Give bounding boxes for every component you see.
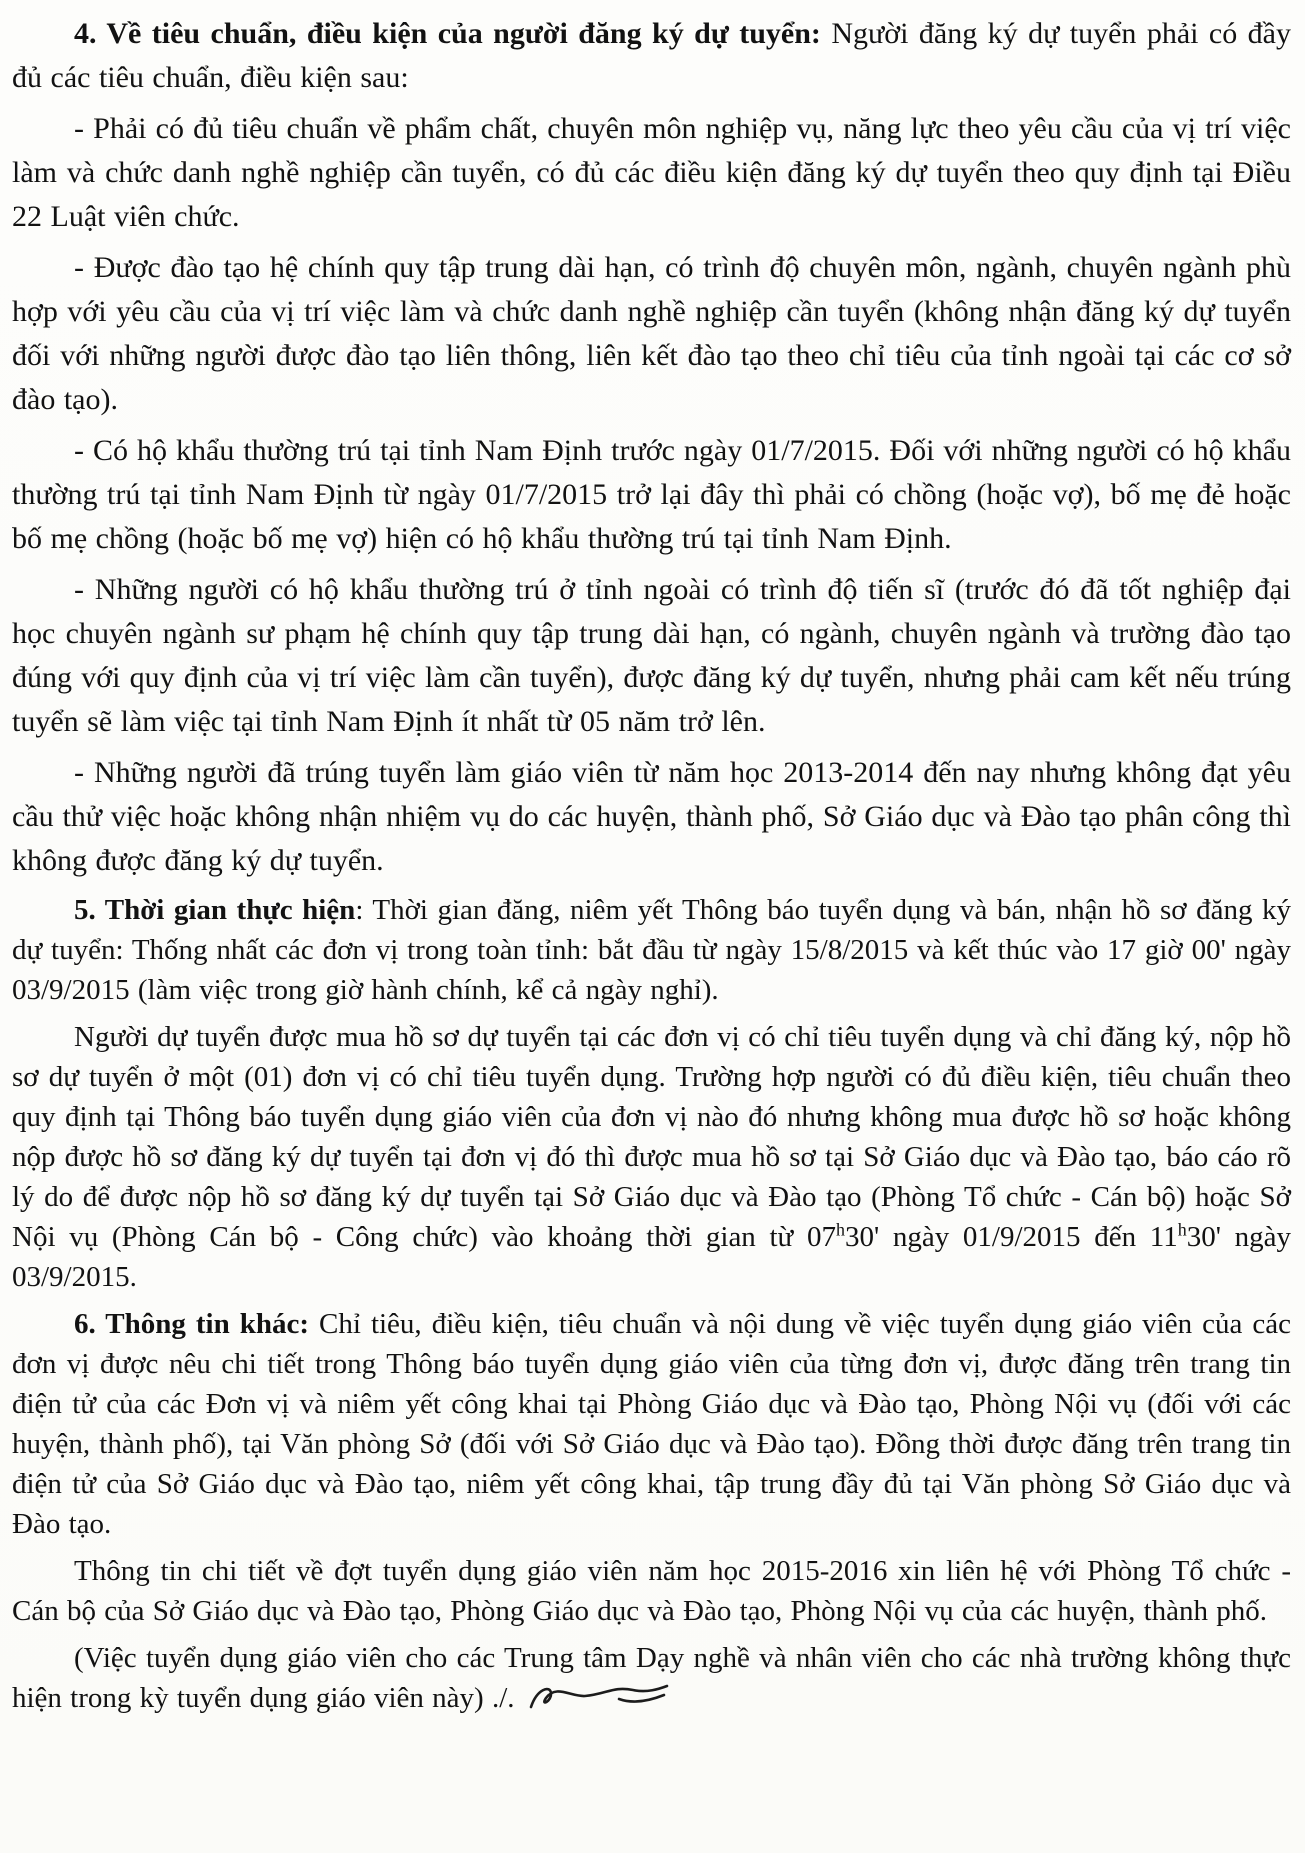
- bullet-doctorate-text: - Những người có hộ khẩu thường trú ở tỉnh ngoài có trình độ tiến sĩ (trước đó đã tốt nghiệp đại học chuyên ngành sư phạm hệ chính quy tập trung dài hạn, có ngành, chuyên ngành và trường đào tạo đúng với quy định của vị trí việc làm cần tuyển), được đăng ký dự tuyển, nhưng phải cam kết nếu trúng tuyển sẽ làm việc tại tỉnh Nam Định ít nhất từ 05 năm trở lên.: [12, 573, 1291, 738]
- section-5-details-text-3: 30' ngày 03/9/2015.: [12, 1221, 1291, 1293]
- signature-scribble: [523, 1677, 673, 1717]
- hour-superscript-1: h: [835, 1219, 845, 1240]
- final-note-text: (Việc tuyển dụng giáo viên cho các Trung tâm Dạy nghề và nhân viên cho các nhà trường không thực hiện trong kỳ tuyển dụng giáo viên này) ./.: [12, 1642, 1291, 1714]
- paragraph-bullet-residence: [12, 429, 1291, 561]
- paragraph-section-5: [12, 890, 1291, 1010]
- section-5-title: 5. Thời gian thực hiện: [74, 894, 356, 926]
- paragraph-section-4-heading: [12, 12, 1291, 100]
- section-5-details-text-1: Người dự tuyển được mua hồ sơ dự tuyển tại các đơn vị có chỉ tiêu tuyển dụng và chỉ đăng ký, nộp hồ sơ dự tuyển ở một (01) đơn vị có chỉ tiêu tuyển dụng. Trường hợp người có đủ điều kiện, tiêu chuẩn theo quy định tại Thông báo tuyển dụng giáo viên của đơn vị nào đó nhưng không mua được hồ sơ hoặc không nộp được hồ sơ đăng ký dự tuyển tại đơn vị đó thì được mua hồ sơ tại Sở Giáo dục và Đào tạo, báo cáo rõ lý do để được nộp hồ sơ đăng ký dự tuyển tại Sở Giáo dục và Đào tạo (Phòng Tổ chức - Cán bộ) hoặc Sở Nội vụ (Phòng Cán bộ - Công chức) vào khoảng thời gian từ 07: [12, 1021, 1291, 1253]
- section-5-details-text-2: 30' ngày 01/9/2015 đến 11: [844, 1221, 1178, 1253]
- paragraph-contact-info: [12, 1551, 1291, 1631]
- contact-info-text: Thông tin chi tiết về đợt tuyển dụng giáo viên năm học 2015-2016 xin liên hệ với Phòng Tổ chức - Cán bộ của Sở Giáo dục và Đào tạo, Phòng Giáo dục và Đào tạo, Phòng Nội vụ của các huyện, thành phố.: [12, 1555, 1291, 1627]
- paragraph-bullet-previous-recruits: [12, 751, 1291, 883]
- paragraph-bullet-standards: [12, 107, 1291, 239]
- paragraph-section-6: [12, 1304, 1291, 1544]
- bullet-residence-text: - Có hộ khẩu thường trú tại tỉnh Nam Định trước ngày 01/7/2015. Đối với những người có hộ khẩu thường trú tại tỉnh Nam Định từ ngày 01/7/2015 trở lại đây thì phải có chồng (hoặc vợ), bố mẹ đẻ hoặc bố mẹ chồng (hoặc bố mẹ vợ) hiện có hộ khẩu thường trú tại tỉnh Nam Định.: [12, 434, 1291, 555]
- hour-superscript-2: h: [1177, 1219, 1187, 1240]
- section-5-text: : Thời gian đăng, niêm yết Thông báo tuyển dụng và bán, nhận hồ sơ đăng ký dự tuyển: Thống nhất các đơn vị trong toàn tỉnh: bắt đầu từ ngày 15/8/2015 và kết thúc vào 17 giờ 00' ngày 03/9/2015 (làm việc trong giờ hành chính, kể cả ngày nghỉ).: [12, 894, 1292, 1006]
- bullet-training-text: - Được đào tạo hệ chính quy tập trung dài hạn, có trình độ chuyên môn, ngành, chuyên ngành phù hợp với yêu cầu của vị trí việc làm và chức danh nghề nghiệp cần tuyển (không nhận đăng ký dự tuyển đối với những người được đào tạo liên thông, liên kết đào tạo theo chỉ tiêu của tỉnh ngoài tại các cơ sở đào tạo).: [12, 251, 1291, 416]
- section-4-intro-text: Người đăng ký dự tuyển phải có đầy đủ các tiêu chuẩn, điều kiện sau:: [12, 17, 1291, 94]
- section-6-text: Chỉ tiêu, điều kiện, tiêu chuẩn và nội dung về việc tuyển dụng giáo viên của các đơn vị được nêu chi tiết trong Thông báo tuyển dụng giáo viên của từng đơn vị, được đăng trên trang tin điện tử của các Đơn vị và niêm yết công khai tại Phòng Giáo dục và Đào tạo, Phòng Nội vụ (đối với các huyện, thành phố), tại Văn phòng Sở (đối với Sở Giáo dục và Đào tạo). Đồng thời được đăng trên trang tin điện tử của Sở Giáo dục và Đào tạo, niêm yết công khai, tập trung đầy đủ tại Văn phòng Sở Giáo dục và Đào tạo.: [12, 1308, 1291, 1540]
- section-4-title: 4. Về tiêu chuẩn, điều kiện của người đăng ký dự tuyển:: [74, 17, 821, 50]
- paragraph-bullet-doctorate: [12, 568, 1291, 744]
- bullet-standards-text: - Phải có đủ tiêu chuẩn về phẩm chất, chuyên môn nghiệp vụ, năng lực theo yêu cầu của vị trí việc làm và chức danh nghề nghiệp cần tuyển, có đủ các điều kiện đăng ký dự tuyển theo quy định tại Điều 22 Luật viên chức.: [12, 112, 1291, 233]
- paragraph-bullet-training: [12, 246, 1291, 422]
- paragraph-section-5-details: [12, 1017, 1291, 1297]
- section-6-title: 6. Thông tin khác:: [74, 1308, 310, 1340]
- paragraph-final-note: [12, 1638, 1291, 1718]
- bullet-previous-recruits-text: - Những người đã trúng tuyển làm giáo viên từ năm học 2013-2014 đến nay nhưng không đạt yêu cầu thử việc hoặc không nhận nhiệm vụ do các huyện, thành phố, Sở Giáo dục và Đào tạo phân công thì không được đăng ký dự tuyển.: [12, 756, 1291, 877]
